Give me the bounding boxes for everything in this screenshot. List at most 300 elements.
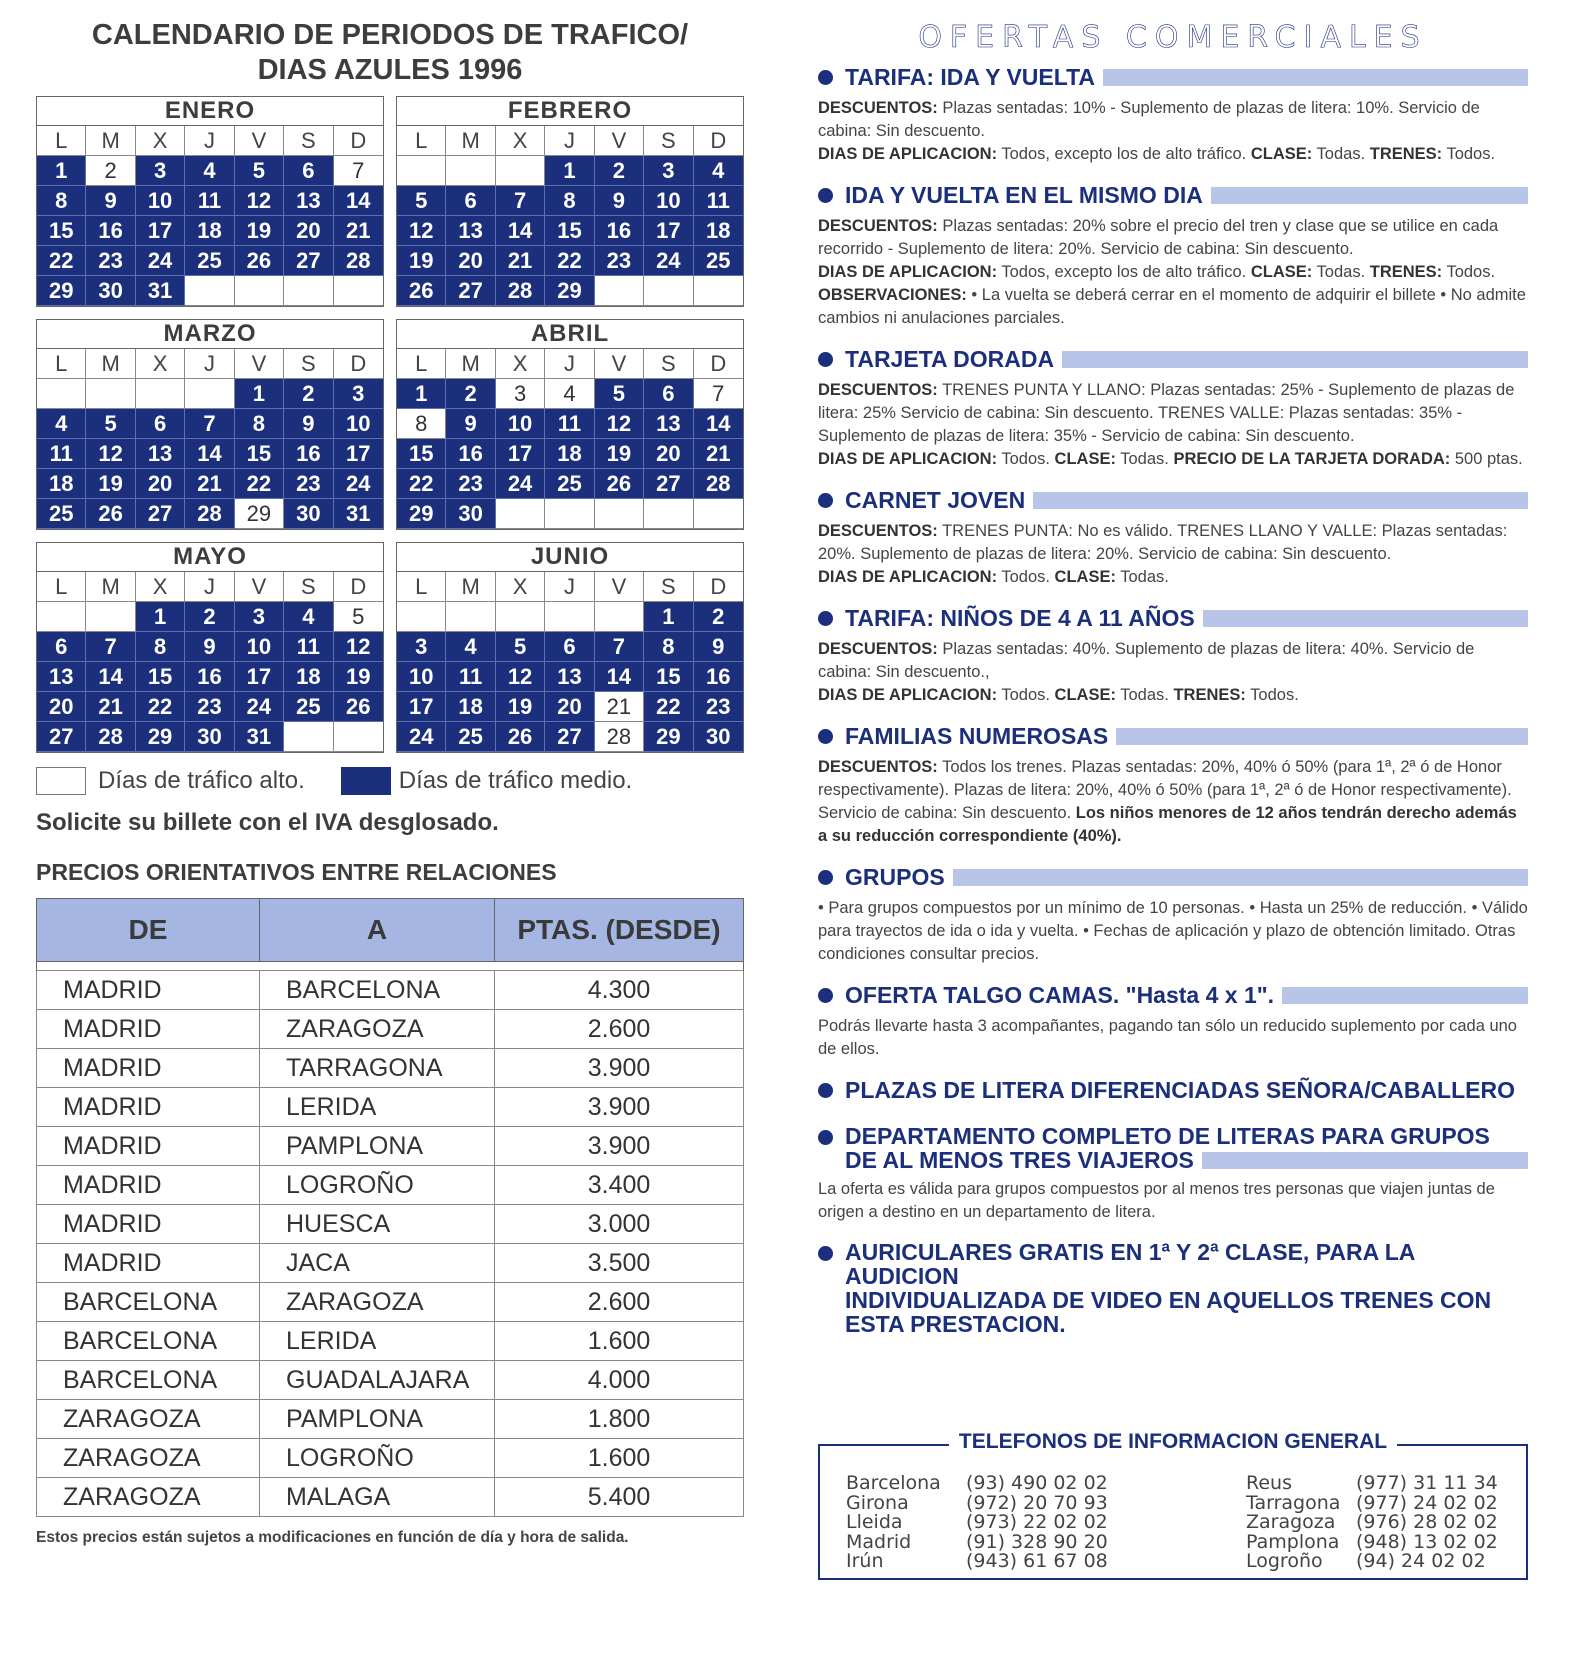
weekday-header: L (37, 572, 86, 602)
weekday-header: J (185, 126, 234, 156)
day-cell: 11 (284, 632, 333, 662)
weekday-header: X (136, 349, 185, 379)
day-cell: 16 (86, 216, 135, 246)
day-cell: 4 (185, 156, 234, 186)
weekday-header: L (397, 349, 446, 379)
cell-de: BARCELONA (37, 1361, 260, 1400)
phone-number: (977) 24 02 02 (1356, 1491, 1498, 1514)
day-cell: 14 (334, 186, 383, 216)
day-cell: 28 (595, 722, 644, 752)
table-row (37, 1439, 744, 1478)
day-cell: 22 (136, 692, 185, 722)
phones-grid (846, 1474, 1536, 1572)
day-cell: 24 (334, 469, 383, 499)
phone-number: (972) 20 70 93 (966, 1491, 1108, 1514)
calendar-grid (36, 96, 744, 753)
phone-city: Logroño (1246, 1550, 1323, 1572)
cell-de: MADRID (37, 1244, 260, 1283)
offer-tarjeta-dorada: TARJETA DORADA DESCUENTOS: TRENES PUNTA Y LLANO: Plazas sentadas: 25% - Suplemento de plazas de litera: 25% Servicio de cabina: Sin descuento. TRENES VALLE: Plazas sentadas: 35% - Suplemento de plazas de litera: 35% - Servicio de cabina: Sin descuento. DIAS DE APLICACION: Todos. CLASE: Todas. PRECIO DE LA TARJETA DORADA: 500 ptas. (818, 346, 1528, 471)
bullet-icon (818, 1083, 833, 1098)
day-cell: 7 (694, 379, 743, 409)
cell-ptas: 5.400 (495, 1478, 744, 1517)
day-cell: 15 (397, 439, 446, 469)
day-cell: 18 (545, 439, 594, 469)
day-cell: 5 (595, 379, 644, 409)
title-bar (953, 869, 1528, 886)
day-cell: 27 (284, 246, 333, 276)
day-cell: 10 (334, 409, 383, 439)
empty-cell (37, 602, 86, 632)
day-cell: 9 (284, 409, 333, 439)
day-cell: 4 (694, 156, 743, 186)
bullet-icon (818, 352, 833, 367)
cell-ptas: 2.600 (495, 1283, 744, 1322)
empty-cell (86, 602, 135, 632)
offer-familias-numerosas: FAMILIAS NUMEROSAS DESCUENTOS: Todos los trenes. Plazas sentadas: 20%, 40% ó 50% (para 1ª, 2ª ó de Honor respectivamente). Plazas de litera: 20%, 40% ó 50% (para 1ª, 2ª ó de Honor respectivamente). Servicio de cabina: Sin descuento. Los niños menores de 12 años tendrán derecho además a su reducción correspondiente (40%). (818, 723, 1528, 848)
day-cell: 28 (496, 276, 545, 306)
empty-cell (545, 499, 594, 529)
cell-a: PAMPLONA (260, 1127, 495, 1166)
day-cell: 5 (496, 632, 545, 662)
cell-a: LOGROÑO (260, 1166, 495, 1205)
weekday-header: M (446, 349, 495, 379)
day-cell: 3 (334, 379, 383, 409)
day-cell: 23 (185, 692, 234, 722)
day-cell: 23 (284, 469, 333, 499)
weekday-header: D (334, 126, 383, 156)
title-bar (1033, 492, 1528, 509)
cell-de: MADRID (37, 1205, 260, 1244)
bullet-icon (818, 188, 833, 203)
month-name: ABRIL (397, 320, 743, 349)
table-row (37, 1283, 744, 1322)
day-cell: 9 (446, 409, 495, 439)
day-cell: 23 (694, 692, 743, 722)
day-cell: 7 (86, 632, 135, 662)
day-cell: 23 (595, 246, 644, 276)
cell-a: LERIDA (260, 1322, 495, 1361)
day-cell: 20 (644, 439, 693, 469)
weekday-header: X (496, 349, 545, 379)
day-cell: 6 (545, 632, 594, 662)
weekday-header: V (235, 349, 284, 379)
day-cell: 19 (86, 469, 135, 499)
phone-city: Barcelona (846, 1472, 941, 1494)
cell-de: ZARAGOZA (37, 1439, 260, 1478)
day-cell: 15 (235, 439, 284, 469)
cell-a: TARRAGONA (260, 1049, 495, 1088)
day-cell: 24 (235, 692, 284, 722)
cell-a: BARCELONA (260, 971, 495, 1010)
cell-de: MADRID (37, 1010, 260, 1049)
phone-city: Pamplona (1246, 1530, 1340, 1553)
day-cell: 12 (334, 632, 383, 662)
empty-cell (446, 602, 495, 632)
day-cell: 24 (397, 722, 446, 752)
empty-cell (185, 276, 234, 306)
offer-ninos: TARIFA: NIÑOS DE 4 A 11 AÑOS DESCUENTOS: Plazas sentadas: 40%. Suplemento de plazas de litera: 40%. Servicio de cabina: Sin descuento., DIAS DE APLICACION: Todos. CLASE: Todas. TRENES: Todos. (818, 605, 1528, 707)
day-cell: 21 (595, 692, 644, 722)
day-cell: 14 (595, 662, 644, 692)
day-cell: 22 (235, 469, 284, 499)
offer-ida-vuelta: TARIFA: IDA Y VUELTA DESCUENTOS: Plazas sentadas: 10% - Suplemento de plazas de litera: 10%. Servicio de cabina: Sin descuento. DIAS DE APLICACION: Todos, excepto los de alto tráfico. CLASE: Todas. TRENES: Todos. (818, 64, 1528, 166)
day-cell: 29 (37, 276, 86, 306)
left-column (36, 18, 744, 1547)
day-cell: 26 (496, 722, 545, 752)
day-cell: 29 (235, 499, 284, 529)
offer-grupos: GRUPOS • Para grupos compuestos por un mínimo de 10 personas. • Hasta un 25% de reducción. • Válido para trayectos de ida o ida y vuelta. • Fechas de aplicación y plazo de obtención limitado. Otras condiciones consultar precios. (818, 864, 1528, 963)
day-cell: 20 (446, 246, 495, 276)
weekday-header: X (136, 572, 185, 602)
cell-ptas: 3.400 (495, 1166, 744, 1205)
offer-auriculares: AURICULARES GRATIS EN 1ª Y 2ª CLASE, PARA LA AUDICION INDIVIDUALIZADA DE VIDEO EN AQUELLOS TRENES CON ESTA PRESTACION. (818, 1240, 1528, 1336)
day-cell: 27 (644, 469, 693, 499)
title-bar (1211, 187, 1528, 204)
day-cell: 16 (185, 662, 234, 692)
cell-a: ZARAGOZA (260, 1010, 495, 1049)
table-row (37, 1361, 744, 1400)
weekday-header: L (37, 126, 86, 156)
day-cell: 15 (545, 216, 594, 246)
offer-talgo-camas: OFERTA TALGO CAMAS. "Hasta 4 x 1". Podrás llevarte hasta 3 acompañantes, pagando tan sólo un reducido suplemento por cada uno de ellos. (818, 982, 1528, 1061)
month-name: MAYO (37, 543, 383, 572)
day-cell: 10 (235, 632, 284, 662)
prices-title: PRECIOS ORIENTATIVOS ENTRE RELACIONES (36, 859, 557, 885)
day-cell: 1 (545, 156, 594, 186)
day-cell: 17 (235, 662, 284, 692)
day-cell: 1 (37, 156, 86, 186)
bullet-icon (818, 988, 833, 1003)
day-cell: 20 (37, 692, 86, 722)
day-cell: 28 (334, 246, 383, 276)
day-cell: 1 (644, 602, 693, 632)
table-row (37, 1010, 744, 1049)
day-cell: 21 (185, 469, 234, 499)
legend-high-label: Días de tráfico alto. (98, 767, 305, 794)
cell-ptas: 3.900 (495, 1127, 744, 1166)
day-cell: 6 (284, 156, 333, 186)
day-cell: 8 (397, 409, 446, 439)
bullet-icon (818, 1246, 833, 1261)
day-cell: 4 (284, 602, 333, 632)
day-cell: 3 (496, 379, 545, 409)
day-cell: 3 (397, 632, 446, 662)
empty-cell (644, 276, 693, 306)
day-cell: 25 (284, 692, 333, 722)
day-cell: 16 (694, 662, 743, 692)
day-cell: 15 (136, 662, 185, 692)
table-row (37, 1205, 744, 1244)
month-junio (396, 542, 744, 753)
title-bar (1203, 610, 1528, 627)
day-cell: 5 (397, 186, 446, 216)
day-cell: 9 (86, 186, 135, 216)
day-cell: 8 (136, 632, 185, 662)
day-cell: 2 (694, 602, 743, 632)
day-cell: 31 (334, 499, 383, 529)
col-header-de: DE (37, 899, 260, 962)
weekday-header: M (446, 126, 495, 156)
empty-cell (235, 276, 284, 306)
cell-ptas: 2.600 (495, 1010, 744, 1049)
day-cell: 6 (644, 379, 693, 409)
day-cell: 25 (446, 722, 495, 752)
day-cell: 13 (136, 439, 185, 469)
weekday-header: J (545, 349, 594, 379)
offer-title: IDA Y VUELTA EN EL MISMO DIA (845, 182, 1203, 208)
day-cell: 10 (136, 186, 185, 216)
cell-a: MALAGA (260, 1478, 495, 1517)
day-cell: 2 (446, 379, 495, 409)
phone-number: (94) 24 02 02 (1356, 1550, 1486, 1572)
day-cell: 28 (86, 722, 135, 752)
day-cell: 10 (644, 186, 693, 216)
empty-cell (496, 499, 545, 529)
weekday-header: D (694, 349, 743, 379)
weekday-header: J (545, 572, 594, 602)
day-cell: 15 (644, 662, 693, 692)
day-cell: 5 (334, 602, 383, 632)
day-cell: 26 (334, 692, 383, 722)
iva-note: Solicite su billete con el IVA desglosado. (36, 809, 499, 836)
table-row (37, 1049, 744, 1088)
empty-cell (284, 276, 333, 306)
day-cell: 25 (37, 499, 86, 529)
day-cell: 22 (644, 692, 693, 722)
cell-ptas: 3.900 (495, 1088, 744, 1127)
day-cell: 27 (136, 499, 185, 529)
cell-ptas: 1.600 (495, 1322, 744, 1361)
empty-cell (496, 156, 545, 186)
weekday-header: S (644, 126, 693, 156)
day-cell: 4 (37, 409, 86, 439)
weekday-header: S (284, 126, 333, 156)
col-header-a: A (260, 899, 495, 962)
cell-de: BARCELONA (37, 1283, 260, 1322)
weekday-header: S (644, 572, 693, 602)
day-cell: 5 (235, 156, 284, 186)
phone-city: Girona (846, 1491, 909, 1514)
day-cell: 7 (185, 409, 234, 439)
weekday-header: X (496, 572, 545, 602)
day-cell: 17 (644, 216, 693, 246)
phone-number: (977) 31 11 34 (1356, 1472, 1498, 1494)
day-cell: 3 (235, 602, 284, 632)
empty-cell (694, 499, 743, 529)
cell-de: MADRID (37, 1088, 260, 1127)
day-cell: 14 (694, 409, 743, 439)
cell-a: PAMPLONA (260, 1400, 495, 1439)
phone-number: (93) 490 02 02 (966, 1472, 1108, 1494)
day-cell: 1 (397, 379, 446, 409)
day-cell: 14 (185, 439, 234, 469)
day-cell: 29 (136, 722, 185, 752)
phone-city: Reus (1246, 1472, 1292, 1494)
empty-cell (496, 602, 545, 632)
right-column (818, 18, 1528, 1572)
offer-mismo-dia: IDA Y VUELTA EN EL MISMO DIA DESCUENTOS: Plazas sentadas: 20% sobre el precio del tren y clase que se utilice en cada recorrido - Suplemento de litera: 20%. Servicio de cabina: Sin descuento. DIAS DE APLICACION: Todos, excepto los de alto tráfico. CLASE: Todas. TRENES: Todos. OBSERVACIONES: • La vuelta se deberá cerrar en el momento de adquirir el billete • No admite cambios ni anulaciones parciales. (818, 182, 1528, 330)
cell-a: HUESCA (260, 1205, 495, 1244)
phone-number: (948) 13 02 02 (1356, 1530, 1498, 1553)
day-cell: 21 (86, 692, 135, 722)
day-cell: 12 (595, 409, 644, 439)
day-cell: 31 (136, 276, 185, 306)
bullet-icon (818, 493, 833, 508)
day-cell: 2 (86, 156, 135, 186)
offer-title: TARIFA: NIÑOS DE 4 A 11 AÑOS (845, 605, 1195, 631)
day-cell: 22 (37, 246, 86, 276)
day-cell: 21 (334, 216, 383, 246)
empty-cell (136, 379, 185, 409)
cell-de: ZARAGOZA (37, 1478, 260, 1517)
day-cell: 19 (595, 439, 644, 469)
day-cell: 8 (545, 186, 594, 216)
day-cell: 31 (235, 722, 284, 752)
day-cell: 27 (446, 276, 495, 306)
day-cell: 29 (644, 722, 693, 752)
day-cell: 22 (397, 469, 446, 499)
day-cell: 6 (37, 632, 86, 662)
cell-ptas: 3.900 (495, 1049, 744, 1088)
table-row (37, 1322, 744, 1361)
phone-city: Irún (846, 1550, 884, 1572)
day-cell: 9 (185, 632, 234, 662)
table-row (37, 1166, 744, 1205)
day-cell: 14 (496, 216, 545, 246)
month-name: FEBRERO (397, 97, 743, 126)
day-cell: 16 (446, 439, 495, 469)
cell-de: ZARAGOZA (37, 1400, 260, 1439)
table-row (37, 1088, 744, 1127)
day-cell: 11 (37, 439, 86, 469)
day-cell: 30 (446, 499, 495, 529)
day-cell: 2 (595, 156, 644, 186)
weekday-header: D (334, 349, 383, 379)
empty-cell (334, 722, 383, 752)
day-cell: 13 (644, 409, 693, 439)
day-cell: 1 (136, 602, 185, 632)
day-cell: 23 (446, 469, 495, 499)
empty-cell (397, 156, 446, 186)
day-cell: 26 (595, 469, 644, 499)
title-bar (1103, 69, 1528, 86)
offer-title: TARIFA: IDA Y VUELTA (845, 64, 1096, 90)
weekday-header: D (334, 572, 383, 602)
day-cell: 26 (235, 246, 284, 276)
phones-box (818, 1430, 1528, 1580)
day-cell: 1 (235, 379, 284, 409)
weekday-header: M (86, 126, 135, 156)
weekday-header: J (545, 126, 594, 156)
day-cell: 30 (185, 722, 234, 752)
offer-title: PLAZAS DE LITERA DIFERENCIADAS SEÑORA/CABALLERO (845, 1077, 1515, 1103)
title-bar (1202, 1152, 1528, 1169)
day-cell: 20 (545, 692, 594, 722)
day-cell: 21 (496, 246, 545, 276)
month-name: MARZO (37, 320, 383, 349)
empty-cell (694, 276, 743, 306)
empty-cell (185, 379, 234, 409)
col-header-ptas: PTAS. (DESDE) (495, 899, 744, 962)
title-bar (1282, 987, 1528, 1004)
offer-litera-diferenciada (818, 1077, 1528, 1104)
weekday-header: X (136, 126, 185, 156)
day-cell: 11 (545, 409, 594, 439)
weekday-header: S (284, 572, 333, 602)
weekday-header: S (644, 349, 693, 379)
day-cell: 6 (446, 186, 495, 216)
weekday-header: J (185, 572, 234, 602)
weekday-header: V (595, 126, 644, 156)
day-cell: 19 (496, 692, 545, 722)
weekday-header: M (446, 572, 495, 602)
day-cell: 18 (694, 216, 743, 246)
bullet-icon (818, 611, 833, 626)
day-cell: 19 (235, 216, 284, 246)
day-cell: 17 (397, 692, 446, 722)
title-bar (1116, 728, 1528, 745)
day-cell: 29 (397, 499, 446, 529)
table-row (37, 1478, 744, 1517)
day-cell: 17 (496, 439, 545, 469)
day-cell: 7 (334, 156, 383, 186)
day-cell: 26 (397, 276, 446, 306)
day-cell: 15 (37, 216, 86, 246)
month-marzo (36, 319, 384, 530)
legend-high-swatch (36, 767, 86, 795)
legend-medium-swatch (341, 767, 391, 795)
legend-medium-label: Días de tráfico medio. (398, 767, 633, 794)
day-cell: 9 (694, 632, 743, 662)
day-cell: 12 (86, 439, 135, 469)
day-cell: 8 (644, 632, 693, 662)
prices-table (36, 898, 744, 1517)
empty-cell (86, 379, 135, 409)
day-cell: 13 (37, 662, 86, 692)
cell-ptas: 3.500 (495, 1244, 744, 1283)
cell-ptas: 4.000 (495, 1361, 744, 1400)
month-name: JUNIO (397, 543, 743, 572)
phone-city: Tarragona (1246, 1491, 1341, 1514)
bullet-icon (818, 729, 833, 744)
weekday-header: L (397, 126, 446, 156)
empty-cell (37, 379, 86, 409)
day-cell: 16 (595, 216, 644, 246)
cell-de: MADRID (37, 1127, 260, 1166)
calendar-title: CALENDARIO DE PERIODOS DE TRAFICO/ DIAS AZULES 1996 (91, 19, 689, 86)
cell-a: JACA (260, 1244, 495, 1283)
cell-ptas: 3.000 (495, 1205, 744, 1244)
day-cell: 30 (284, 499, 333, 529)
phone-number: (91) 328 90 20 (966, 1530, 1108, 1553)
weekday-header: V (595, 349, 644, 379)
day-cell: 19 (397, 246, 446, 276)
day-cell: 30 (86, 276, 135, 306)
day-cell: 17 (136, 216, 185, 246)
empty-cell (595, 499, 644, 529)
offer-title: TARJETA DORADA (845, 346, 1055, 372)
day-cell: 7 (496, 186, 545, 216)
empty-cell (595, 602, 644, 632)
offer-title: GRUPOS (845, 864, 945, 890)
day-cell: 2 (284, 379, 333, 409)
day-cell: 20 (284, 216, 333, 246)
cell-de: MADRID (37, 1049, 260, 1088)
day-cell: 27 (37, 722, 86, 752)
day-cell: 22 (545, 246, 594, 276)
day-cell: 12 (235, 186, 284, 216)
cell-a: LOGROÑO (260, 1439, 495, 1478)
